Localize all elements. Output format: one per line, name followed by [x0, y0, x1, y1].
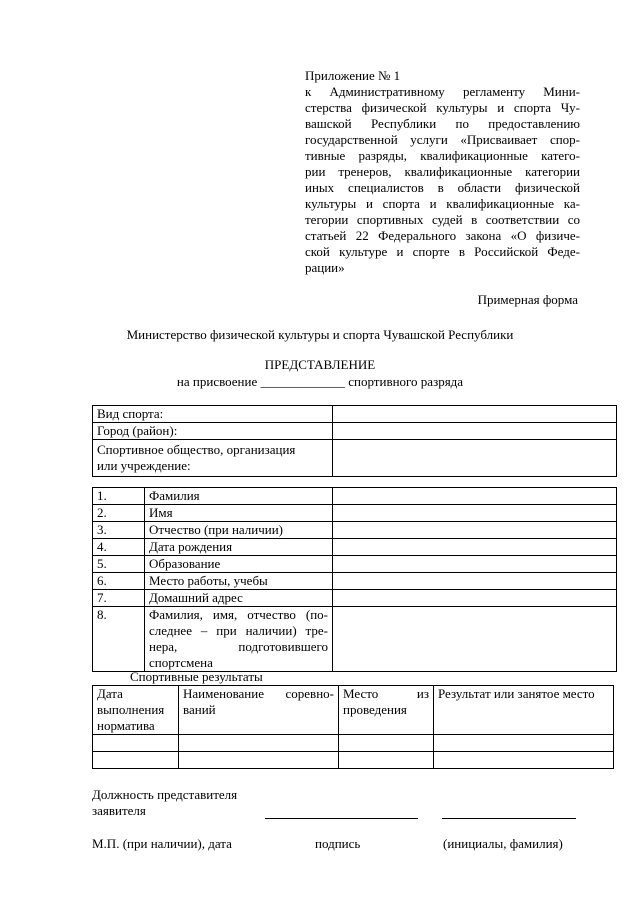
coach-label-line: нера, подготовившего [149, 639, 328, 654]
header-line: ваний [183, 702, 216, 717]
appendix-line: статьей 22 Федерального закона «О физиче- [305, 228, 580, 243]
name-value-cell[interactable] [333, 505, 617, 522]
workplace-value-cell[interactable] [333, 573, 617, 590]
coach-label-line: Фамилия, имя, отчество (по- [149, 607, 328, 622]
header-competition [179, 686, 339, 735]
table-row [93, 735, 614, 752]
table-row [93, 423, 617, 440]
name-line[interactable] [442, 818, 576, 819]
ministry-name: Министерство физической культуры и спорта Чувашской Республики [126, 327, 514, 342]
sport-label: Вид спорта: [93, 406, 333, 423]
representative-position-label [92, 787, 237, 819]
home-address-value-cell[interactable] [333, 590, 617, 607]
appendix-line: рации» [305, 260, 345, 275]
name-label: Имя [145, 505, 333, 522]
organization-value-cell[interactable] [333, 440, 617, 477]
table-row [93, 556, 617, 573]
row-number: 4. [93, 539, 145, 556]
coach-label-line: следнее – при наличии) тре- [149, 623, 328, 638]
appendix-line: стерства физической культуры и спорта Чу- [305, 100, 580, 115]
header-place [339, 686, 434, 735]
table-cell[interactable] [434, 735, 614, 752]
table-cell[interactable] [179, 735, 339, 752]
header-line: выполнения [97, 702, 165, 717]
education-value-cell[interactable] [333, 556, 617, 573]
home-address-label: Домашний адрес [145, 590, 333, 607]
coach-value-cell[interactable] [333, 607, 617, 672]
appendix-line: культуры и спорта и квалификационные ка- [305, 196, 580, 211]
table-row [93, 539, 617, 556]
coach-label [145, 607, 333, 672]
position-label-line: заявителя [92, 803, 146, 818]
table-row [93, 573, 617, 590]
row-number: 3. [93, 522, 145, 539]
organization-label-line: или учреждение: [97, 458, 191, 473]
header-line: Дата [97, 686, 123, 701]
header-date [93, 686, 179, 735]
results-caption: Спортивные результаты [130, 669, 263, 684]
patronymic-label: Отчество (при наличии) [145, 522, 333, 539]
organization-label [93, 440, 333, 477]
appendix-header [305, 68, 580, 276]
initials-label: (инициалы, фамилия) [443, 836, 563, 851]
row-number: 5. [93, 556, 145, 573]
table-cell[interactable] [434, 752, 614, 769]
table-cell[interactable] [179, 752, 339, 769]
table-cell[interactable] [93, 735, 179, 752]
table-row [93, 752, 614, 769]
table-cell[interactable] [339, 752, 434, 769]
workplace-label: Место работы, учебы [145, 573, 333, 590]
appendix-line: тегории спортивных судей в соответствии со [305, 212, 580, 227]
person-info-table [92, 487, 617, 672]
form-type-label: Примерная форма [477, 292, 578, 307]
appendix-line: вашской Республики по предоставлению [305, 116, 580, 131]
stamp-date-label: М.П. (при наличии), дата [92, 836, 232, 851]
position-label-line: Должность представителя [92, 787, 238, 802]
city-label: Город (район): [93, 423, 333, 440]
table-row [93, 607, 617, 672]
table-row [93, 488, 617, 505]
table-row [93, 440, 617, 477]
header-line: норматива [97, 718, 155, 733]
document-title: ПРЕДСТАВЛЕНИЕ [264, 357, 376, 372]
header-line: Место из [343, 686, 429, 701]
header-result: Результат или занятое место [434, 686, 614, 735]
appendix-line: ской культуре и спорте в Российской Феде- [305, 244, 580, 259]
sport-value-cell[interactable] [333, 406, 617, 423]
surname-value-cell[interactable] [333, 488, 617, 505]
organization-label-line: Спортивное общество, организация [97, 442, 296, 457]
birth-date-label: Дата рождения [145, 539, 333, 556]
surname-label: Фамилия [145, 488, 333, 505]
header-line: Наименование соревно- [183, 686, 334, 701]
birth-date-value-cell[interactable] [333, 539, 617, 556]
row-number: 8. [93, 607, 145, 672]
appendix-line: государственной услуги «Присваивает спор- [305, 132, 580, 147]
signature-label: подпись [315, 836, 361, 851]
signature-line[interactable] [265, 818, 418, 819]
appendix-line: к Административному регламенту Мини- [305, 84, 580, 99]
patronymic-value-cell[interactable] [333, 522, 617, 539]
table-cell[interactable] [339, 735, 434, 752]
appendix-line: Приложение № 1 [305, 68, 401, 83]
appendix-line: тивные разряды, квалификационные катего- [305, 148, 580, 163]
row-number: 6. [93, 573, 145, 590]
table-cell[interactable] [93, 752, 179, 769]
results-table [92, 685, 614, 769]
table-row [93, 522, 617, 539]
table-row [93, 505, 617, 522]
row-number: 7. [93, 590, 145, 607]
coach-label-line: спортсмена [149, 655, 213, 670]
table-header-row [93, 686, 614, 735]
appendix-line: рии тренеров, квалификационные категории [305, 164, 580, 179]
document-subtitle: на присвоение _____________ спортивного разряда [176, 374, 464, 389]
sport-info-table [92, 405, 617, 477]
row-number: 1. [93, 488, 145, 505]
city-value-cell[interactable] [333, 423, 617, 440]
appendix-line: иных специалистов в области физической [305, 180, 580, 195]
table-row [93, 590, 617, 607]
header-line: проведения [343, 702, 407, 717]
table-row [93, 406, 617, 423]
row-number: 2. [93, 505, 145, 522]
education-label: Образование [145, 556, 333, 573]
